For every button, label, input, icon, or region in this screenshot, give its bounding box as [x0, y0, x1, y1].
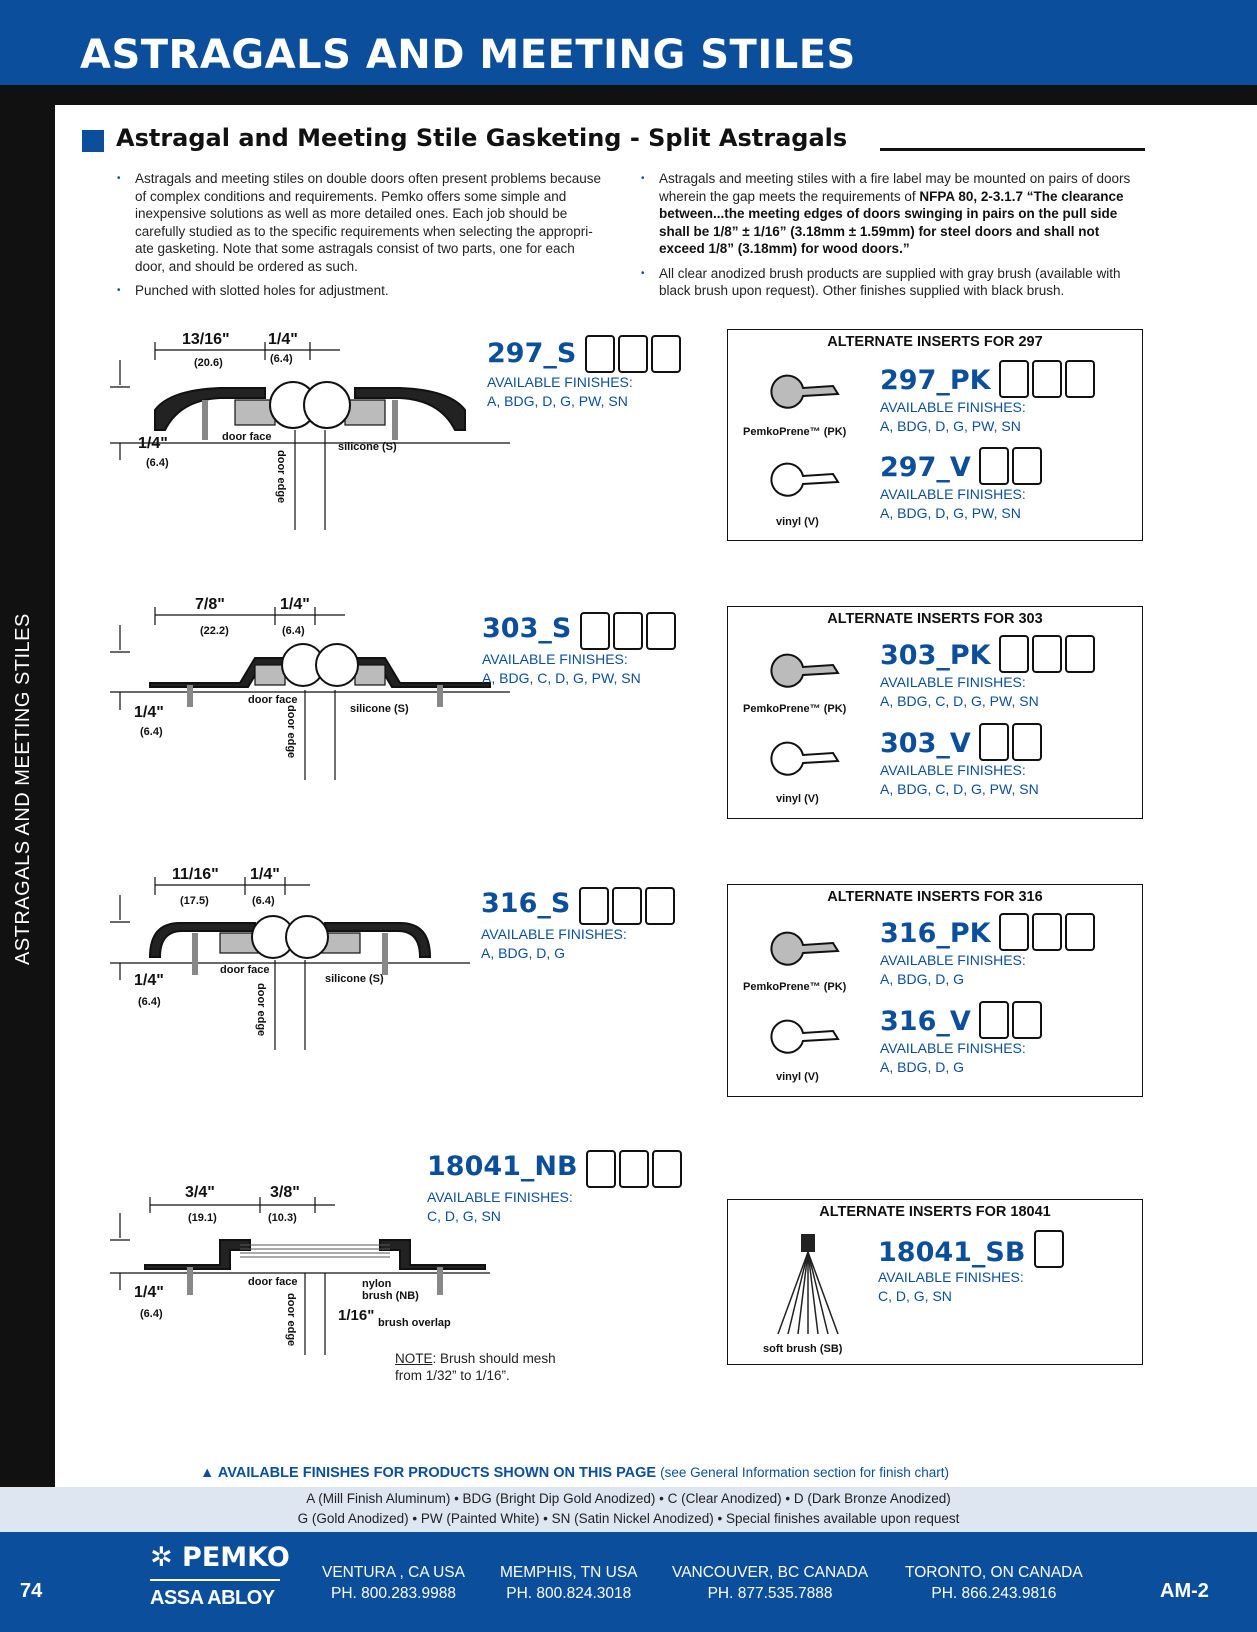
finishes-label: AVAILABLE FINISHES:: [880, 952, 1026, 968]
rating-icons: [585, 335, 684, 373]
svg-text:11/16": 11/16": [172, 866, 219, 883]
vinyl-insert-icon: [763, 460, 843, 500]
svg-text:7/8": 7/8": [195, 596, 225, 613]
svg-text:1/4": 1/4": [134, 1284, 164, 1301]
alternate-inserts-303: [727, 606, 1143, 819]
insert-caption: PemkoPrene™ (PK): [743, 703, 847, 715]
alternate-inserts-316: [727, 884, 1143, 1097]
pemkoprene-insert-icon: [763, 651, 843, 691]
svg-text:13/16": 13/16": [182, 331, 230, 348]
section-title: Astragal and Meeting Stile Gasketing - Split Astragals: [116, 124, 848, 152]
dim-label: (6.4): [252, 895, 275, 907]
diagram-316: [110, 865, 530, 1075]
location: VENTURA , CA USA PH. 800.283.9988: [322, 1564, 465, 1602]
door-edge-label: door edge: [275, 450, 287, 504]
insert-code: 303_V: [880, 728, 971, 759]
page-title: ASTRAGALS AND MEETING STILES: [80, 32, 856, 78]
intro-left: [117, 170, 605, 307]
header-rule: [0, 85, 1257, 105]
sound-rated-icon: [613, 612, 643, 650]
brand-logo: ✲ PEMKO ASSA ABLOY: [150, 1542, 290, 1609]
product-18041: [427, 1150, 685, 1226]
finishes-label: AVAILABLE FINISHES:: [427, 1189, 573, 1205]
smoke-rated-icon: [586, 1150, 616, 1188]
smoke-rated-icon: [999, 635, 1029, 673]
finishes-value: A, BDG, D, G, PW, SN: [880, 505, 1021, 521]
dim-label: (6.4): [140, 726, 163, 738]
product-303: [482, 612, 679, 688]
svg-text:1/16": 1/16": [338, 1307, 375, 1324]
finishes-legend: A (Mill Finish Aluminum) • BDG (Bright Dip Gold Anodized) • C (Clear Anodized) • D (Dark Bronze Anodized) G (Gold Anodized) • PW (Painted White) • SN (Satin Nickel Anodized) • Special finishes available upon request: [0, 1487, 1257, 1532]
bullet-item: • All clear anodized brush products are supplied with gray brush (available with black brush upon request). Other finishes supplied with black brush.: [641, 265, 1121, 298]
rating-icons: [999, 913, 1098, 951]
fire-rated-icon: [1065, 635, 1095, 673]
dim-label: (6.4): [282, 625, 305, 637]
finishes-value: A, BDG, C, D, G, PW, SN: [880, 693, 1039, 709]
insert-caption: PemkoPrene™ (PK): [743, 426, 847, 438]
product-code: 303_S: [482, 613, 572, 644]
brush-overlap-label: brush overlap: [378, 1317, 451, 1329]
finishes-value: C, D, G, SN: [427, 1208, 501, 1224]
door-edge-label: door edge: [255, 983, 267, 1037]
door-face-label: door face: [248, 1276, 298, 1288]
alternate-title: ALTERNATE INSERTS FOR 316: [827, 889, 1043, 905]
pemkoprene-insert-icon: [763, 372, 843, 412]
product-code: 297_S: [487, 338, 577, 369]
page-code: AM-2: [1160, 1580, 1209, 1602]
dim-label: (22.2): [200, 625, 229, 637]
finishes-label: AVAILABLE FINISHES:: [880, 399, 1026, 415]
svg-text:3/8": 3/8": [270, 1185, 300, 1201]
footer: [0, 1532, 1257, 1632]
rating-icons: [979, 1001, 1045, 1039]
page-number: 74: [20, 1580, 43, 1602]
silicone-label: silicone (S): [338, 441, 397, 453]
insert-caption: vinyl (V): [776, 516, 819, 528]
finishes-label: AVAILABLE FINISHES:: [880, 486, 1026, 502]
svg-text:1/4": 1/4": [134, 704, 164, 721]
intro-right: [641, 170, 1146, 307]
alternate-inserts-18041: [727, 1199, 1143, 1365]
rating-icons: [580, 612, 679, 650]
product-316: [481, 887, 678, 963]
alternate-inserts-297: [727, 329, 1143, 541]
insert-code: 316_PK: [880, 918, 991, 949]
sound-rated-icon: [612, 887, 642, 925]
side-tab-label: ASTRAGALS AND MEETING STILES: [12, 613, 34, 965]
fire-rated-icon: [1065, 360, 1095, 398]
sound-rated-icon: [1034, 1230, 1064, 1268]
insert-code: 297_V: [880, 452, 971, 483]
pemkoprene-insert-icon: [763, 929, 843, 969]
header-bar: [0, 0, 1257, 85]
diagram-303: [110, 595, 530, 805]
door-edge-label: door edge: [285, 1293, 297, 1347]
dim-label: (6.4): [138, 996, 161, 1008]
insert-297-pk: [880, 360, 1098, 436]
door-face-label: door face: [248, 694, 298, 706]
finishes-value: A, BDG, D, G, PW, SN: [880, 418, 1021, 434]
dim-label: (10.3): [268, 1212, 297, 1224]
rating-icons: [579, 887, 678, 925]
finishes-label: AVAILABLE FINISHES:: [880, 1040, 1026, 1056]
insert-code: 297_PK: [880, 365, 991, 396]
sound-rated-icon: [618, 335, 648, 373]
smoke-rated-icon: [585, 335, 615, 373]
pemko-logo-icon: ✲: [150, 1542, 173, 1573]
sound-rated-icon: [619, 1150, 649, 1188]
smoke-rated-icon: [580, 612, 610, 650]
finishes-value: A, BDG, C, D, G, PW, SN: [880, 781, 1039, 797]
insert-297-v: [880, 447, 1045, 523]
location: MEMPHIS, TN USA PH. 800.824.3018: [500, 1564, 638, 1602]
rating-icons: [1034, 1230, 1067, 1268]
finishes-value: C, D, G, SN: [878, 1288, 952, 1304]
finishes-label: AVAILABLE FINISHES:: [880, 762, 1026, 778]
rating-icons: [999, 635, 1098, 673]
insert-316-pk: [880, 913, 1098, 989]
svg-text:3/4": 3/4": [185, 1185, 215, 1201]
rating-icons: [979, 447, 1045, 485]
insert-303-v: [880, 723, 1045, 799]
sound-rated-icon: [1032, 360, 1062, 398]
product-297: [487, 335, 684, 411]
insert-caption: soft brush (SB): [763, 1343, 843, 1355]
svg-text:1/4": 1/4": [250, 866, 280, 883]
brush-note: NOTE: Brush should mesh from 1/32” to 1/16”.: [395, 1351, 556, 1383]
insert-18041-sb: [878, 1230, 1067, 1306]
nylon-label: nylon: [362, 1278, 392, 1290]
dim-label: (17.5): [180, 895, 209, 907]
svg-text:1/4": 1/4": [280, 596, 310, 613]
sound-rated-icon: [979, 447, 1009, 485]
svg-text:(6.4): (6.4): [270, 353, 293, 365]
silicone-label: silicone (S): [350, 703, 409, 715]
insert-303-pk: [880, 635, 1098, 711]
alternate-title: ALTERNATE INSERTS FOR 18041: [819, 1204, 1051, 1220]
sound-rated-icon: [979, 1001, 1009, 1039]
fire-rated-icon: [646, 612, 676, 650]
dim-label: (6.4): [146, 457, 169, 469]
section-marker-icon: [82, 130, 104, 152]
dim-label: (6.4): [140, 1308, 163, 1320]
insert-caption: PemkoPrene™ (PK): [743, 981, 847, 993]
product-code: 316_S: [481, 888, 571, 919]
finishes-value: A, BDG, D, G: [880, 1059, 965, 1075]
alternate-title: ALTERNATE INSERTS FOR 303: [827, 611, 1043, 627]
svg-text:1/4": 1/4": [268, 331, 298, 348]
smoke-rated-icon: [579, 887, 609, 925]
product-code: 18041_NB: [427, 1151, 578, 1182]
svg-text:1/4": 1/4": [138, 435, 168, 452]
fire-rated-icon: [1065, 913, 1095, 951]
rating-icons: [999, 360, 1098, 398]
finishes-label: AVAILABLE FINISHES:: [482, 651, 628, 667]
fire-rated-icon: [1012, 1001, 1042, 1039]
vinyl-insert-icon: [763, 1017, 843, 1057]
finishes-value: A, BDG, D, G: [481, 945, 566, 961]
insert-316-v: [880, 1001, 1045, 1077]
door-face-label: door face: [220, 964, 270, 976]
smoke-rated-icon: [999, 360, 1029, 398]
rating-icons: [979, 723, 1045, 761]
finishes-value: A, BDG, D, G, PW, SN: [487, 393, 628, 409]
silicone-label: silicone (S): [325, 973, 384, 985]
brush-label: brush (NB): [362, 1290, 419, 1302]
door-edge-label: door edge: [285, 705, 297, 759]
finishes-label: AVAILABLE FINISHES:: [878, 1269, 1024, 1285]
door-face-label: door face: [222, 431, 272, 443]
fire-rated-icon: [652, 1150, 682, 1188]
dim-label: (19.1): [188, 1212, 217, 1224]
location: VANCOUVER, BC CANADA PH. 877.535.7888: [672, 1564, 869, 1602]
alternate-title: ALTERNATE INSERTS FOR 297: [827, 334, 1043, 350]
fire-rated-icon: [1012, 723, 1042, 761]
triangle-icon: ▲: [200, 1465, 215, 1481]
smoke-rated-icon: [999, 913, 1029, 951]
rating-icons: [586, 1150, 685, 1188]
location: TORONTO, ON CANADA PH. 866.243.9816: [905, 1564, 1083, 1602]
insert-code: 18041_SB: [878, 1237, 1026, 1268]
finishes-label: AVAILABLE FINISHES:: [880, 674, 1026, 690]
sound-rated-icon: [979, 723, 1009, 761]
bullet-item: • Astragals and meeting stiles with a fire label may be mounted on pairs of doors wherein the gap meets the requirements of NFPA 80, 2-3.1.7 “The clearance between...the meeting edges of doors swinging in pairs on the pull side shall be 1/8” ± 1/16” (3.18mm ± 1.59mm) for steel doors and shall not exceed 1/8” (3.18mm) for wood doors.”: [641, 171, 1131, 256]
insert-caption: vinyl (V): [776, 793, 819, 805]
sound-rated-icon: [1032, 635, 1062, 673]
fire-rated-icon: [1012, 447, 1042, 485]
soft-brush-icon: [773, 1234, 843, 1334]
finishes-label: AVAILABLE FINISHES:: [487, 374, 633, 390]
sound-rated-icon: [1032, 913, 1062, 951]
fire-rated-icon: [645, 887, 675, 925]
finishes-value: A, BDG, C, D, G, PW, SN: [482, 670, 641, 686]
finishes-banner: ▲ AVAILABLE FINISHES FOR PRODUCTS SHOWN ON THIS PAGE (see General Information section for finish chart): [200, 1465, 950, 1481]
fire-rated-icon: [651, 335, 681, 373]
svg-text:1/4": 1/4": [134, 972, 164, 989]
diagram-297: [110, 330, 530, 540]
bullet-item: • Punched with slotted holes for adjustment.: [117, 283, 389, 298]
bullet-item: • Astragals and meeting stiles on double doors often present problems because of complex conditions and requirements. Pemko offers some simple and inexpensive solutions as well as more detailed ones. Each job should be carefully studied as to the specific requirements when selecting the appropri-ate gasketing. Note that some astragals consist of two parts, one for each door, and should be ordered as such.: [117, 171, 602, 274]
finishes-value: A, BDG, D, G: [880, 971, 965, 987]
section-rule: [880, 148, 1145, 151]
insert-code: 303_PK: [880, 640, 991, 671]
insert-caption: vinyl (V): [776, 1071, 819, 1083]
vinyl-insert-icon: [763, 739, 843, 779]
svg-text:(20.6): (20.6): [194, 357, 223, 369]
insert-code: 316_V: [880, 1006, 971, 1037]
finishes-label: AVAILABLE FINISHES:: [481, 926, 627, 942]
